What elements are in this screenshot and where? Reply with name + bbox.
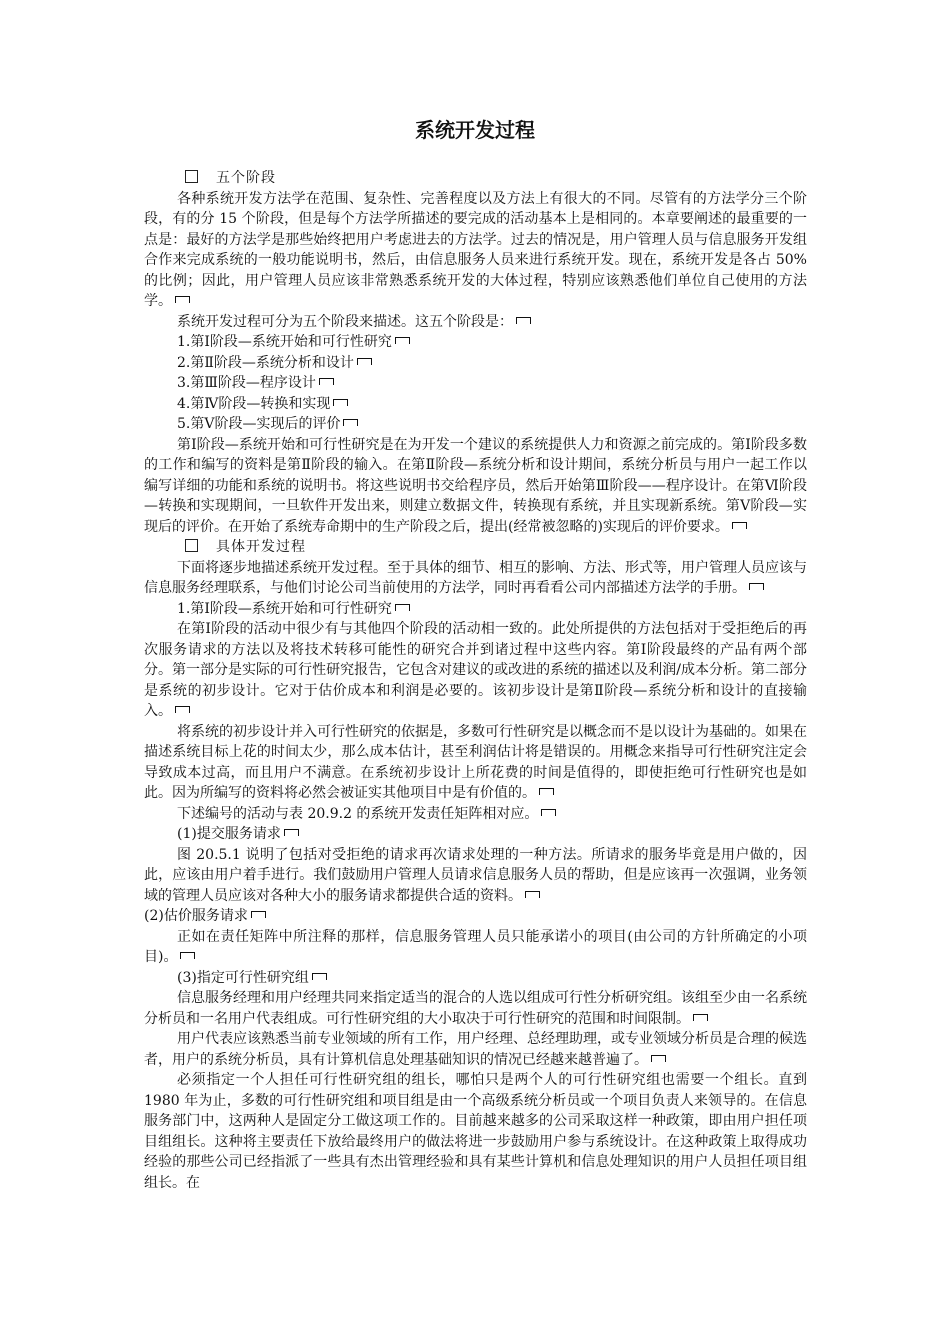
paragraph: 将系统的初步设计并入可行性研究的依据是，多数可行性研究是以概念而不是以设计为基础的。如果在描述系统目标上花的时间太少，那么成本估计，甚至利润估计将是错误的。用概念来指导可行性研究注定会导致成本过高，而且用户不满意。在系统初步设计上所花费的时间是值得的，即使拒绝可行性研究也是如此。因为所编写的资料将必然会被证实其他项目中是有价值的。 xyxy=(144,723,807,801)
paragraph-mark-icon xyxy=(525,891,540,898)
paragraph-mark-icon xyxy=(732,522,747,529)
section-heading-development xyxy=(144,537,807,558)
paragraph: 系统开发过程可分为五个阶段来描述。这五个阶段是： xyxy=(144,312,807,333)
paragraph: 第Ⅰ阶段—系统开始和可行性研究是在为开发一个建议的系统提供人力和资源之前完成的。第Ⅰ阶段多数的工作和编写的资料是第Ⅱ阶段的输入。在第Ⅱ阶段—系统分析和设计期间，系统分析员与用户一起工作以编写详细的功能和系统的说明书。将这些说明书交给程序员，然后开始第Ⅲ阶段——程序设计。在第Ⅵ阶段—转换和实现期间，一旦软件开发出来，则建立数据文件，转换现有系统，并且实现新系统。第Ⅴ阶段—实现后的评价。在开始了系统寿命期中的生产阶段之后，提出(经常被忽略的)实现后的评价要求。 xyxy=(144,436,807,535)
paragraph-mark-icon xyxy=(175,296,190,303)
activity-item: (3)指定可行性研究组 xyxy=(144,968,807,989)
subheading: 1.第Ⅰ阶段—系统开始和可行性研究 xyxy=(144,599,807,620)
section-heading-label: 五个阶段 xyxy=(216,170,276,186)
list-item: 1.第Ⅰ阶段—系统开始和可行性研究 xyxy=(144,332,807,353)
paragraph-mark-icon xyxy=(333,399,348,406)
page-title: 系统开发过程 xyxy=(415,118,535,142)
paragraph-mark-icon xyxy=(651,1055,666,1062)
activity-item: (2)估价服务请求 xyxy=(144,906,807,927)
paragraph: 图 20.5.1 说明了包括对受拒绝的请求再次请求处理的一种方法。所请求的服务毕竟是用户做的，因此，应该由用户着手进行。我们鼓励用户管理人员请求信息服务人员的帮助，但是应该再一次强调，业务领域的管理人员应该对各种大小的服务请求都提供合适的资料。 xyxy=(144,846,807,904)
document-body xyxy=(144,168,807,1193)
checkbox-square-icon xyxy=(185,539,198,552)
paragraph: 用户代表应该熟悉当前专业领域的所有工作，用户经理、总经理助理，或专业领域分析员是合理的候选者，用户的系统分析员，具有计算机信息处理基础知识的情况已经越来越普遍了。 xyxy=(144,1031,807,1068)
paragraph-mark-icon xyxy=(539,788,554,795)
paragraph-mark-icon xyxy=(312,973,327,980)
paragraph: 在第Ⅰ阶段的活动中很少有与其他四个阶段的活动相一致的。此处所提供的方法包括对于受拒绝后的再次服务请求的方法以及将技术转移可能性的研究合并到诸过程中这些内容。第Ⅰ阶段最终的产品有两个部分。第一部分是实际的可行性研究报告，它包含对建议的或改进的系统的描述以及利润/成本分析。第二部分是系统的初步设计。它对于估价成本和利润是必要的。该初步设计是第Ⅱ阶段—系统分析和设计的直接输入。 xyxy=(144,621,807,719)
paragraph: 下述编号的活动与表 20.9.2 的系统开发责任矩阵相对应。 xyxy=(144,804,807,825)
paragraph-mark-icon xyxy=(357,358,372,365)
paragraph-mark-icon xyxy=(175,706,190,713)
paragraph-mark-icon xyxy=(516,317,531,324)
list-item: 5.第Ⅴ阶段—实现后的评价 xyxy=(144,414,807,435)
checkbox-square-icon xyxy=(185,170,198,183)
paragraph: 下面将逐步地描述系统开发过程。至于具体的细节、相互的影响、方法、形式等，用户管理人员应该与信息服务经理联系，与他们讨论公司当前使用的方法学，同时再看看公司内部描述方法学的手册。 xyxy=(144,559,807,596)
section-heading-label: 具体开发过程 xyxy=(216,539,306,555)
paragraph: 信息服务经理和用户经理共同来指定适当的混合的人选以组成可行性分析研究组。该组至少由一名系统分析员和一名用户代表组成。可行性研究组的大小取决于可行性研究的范围和时间限制。 xyxy=(144,990,807,1027)
paragraph-mark-icon xyxy=(395,604,410,611)
paragraph-mark-icon xyxy=(343,419,358,426)
paragraph-mark-icon xyxy=(541,809,556,816)
paragraph-mark-icon xyxy=(284,829,299,836)
activity-item: (1)提交服务请求 xyxy=(144,824,807,845)
list-item: 3.第Ⅲ阶段—程序设计 xyxy=(144,373,807,394)
paragraph-mark-icon xyxy=(251,911,266,918)
paragraph: 必须指定一个人担任可行性研究组的组长，哪怕只是两个人的可行性研究组也需要一个组长。直到 1980 年为止，多数的可行性研究组和项目组是由一个高级系统分析员或一个项目负责人来领导的。在信息服务部门中，这两种人是固定分工做这项工作的。目前越来越多的公司采取这样一种政策，即由用户担任项目组组长。这种将主要责任下放给最终用户的做法将进一步鼓励用户参与系统设计。在这种政策上取得成功经验的那些公司已经指派了一些具有杰出管理经验和具有某些计算机和信息处理知识的用户人员担任项目组组长。在 xyxy=(144,1072,807,1191)
paragraph: 各种系统开发方法学在范围、复杂性、完善程度以及方法上有很大的不同。尽管有的方法学分三个阶段，有的分 15 个阶段，但是每个方法学所描述的要完成的活动基本上是相同的。本章要阐述的最重要的一点是：最好的方法学是那些始终把用户考虑进去的方法学。过去的情况是，用户管理人员与信息服务开发组合作来完成系统的一般功能说明书，然后，由信息服务人员来进行系统开发。现在，系统开发是各占 50%的比例；因此，用户管理人员应该非常熟悉系统开发的大体过程，特别应该熟悉他们单位自己使用的方法学。 xyxy=(144,190,807,309)
paragraph-mark-icon xyxy=(693,1014,708,1021)
section-heading-five-stages xyxy=(144,168,807,189)
paragraph-mark-icon xyxy=(319,378,334,385)
paragraph-mark-icon xyxy=(749,583,764,590)
paragraph-mark-icon xyxy=(395,337,410,344)
paragraph-mark-icon xyxy=(180,952,195,959)
paragraph: 正如在责任矩阵中所注释的那样，信息服务管理人员只能承诺小的项目(由公司的方针所确定的小项目)。 xyxy=(144,928,807,965)
list-item: 4.第Ⅳ阶段—转换和实现 xyxy=(144,394,807,415)
list-item: 2.第Ⅱ阶段—系统分析和设计 xyxy=(144,353,807,374)
